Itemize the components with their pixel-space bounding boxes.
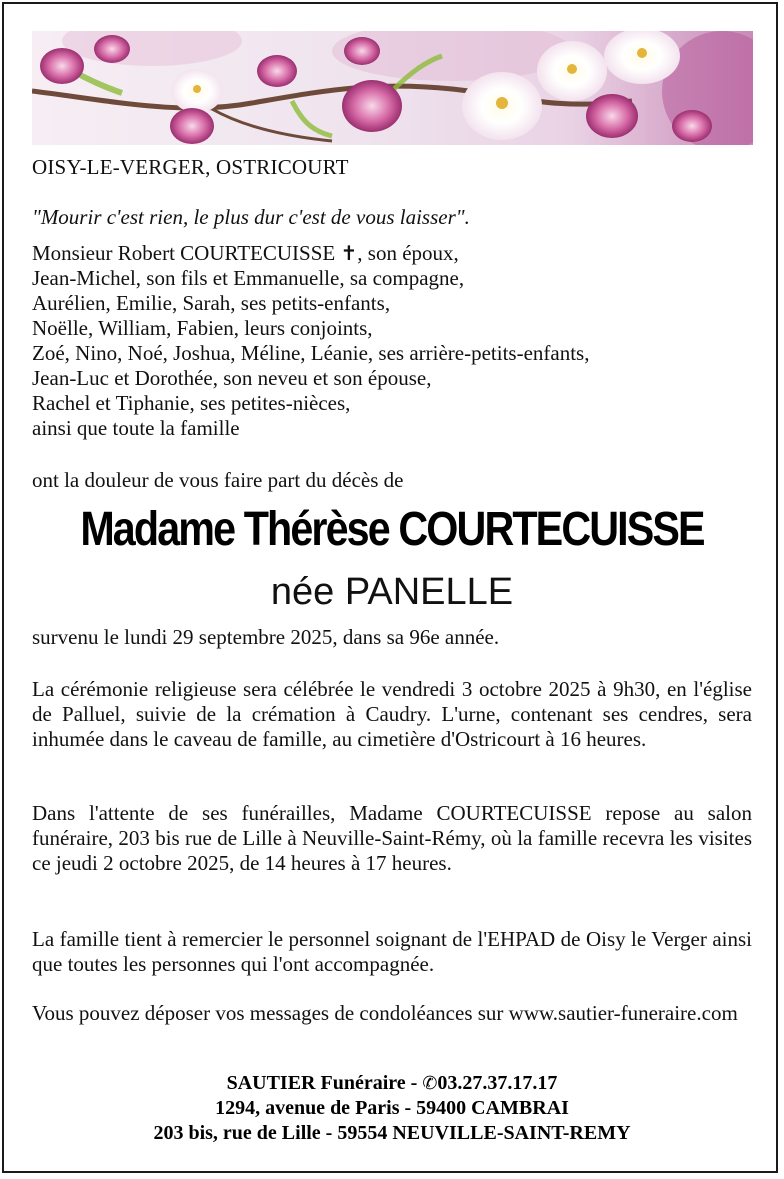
ceremony-paragraph: La cérémonie religieuse sera célébrée le vendredi 3 octobre 2025 à 9h30, en l'église de Palluel, suivie de la crémation à Caudry. L'urne, contenant ses cendres, sera inhumée dans le caveau de famille, au cimetière d'Ostricourt à 16 heures. (32, 677, 752, 751)
phone-number: 03.27.37.17.17 (437, 1072, 558, 1094)
family-list (32, 241, 752, 441)
family-line: Jean-Luc et Dorothée, son neveu et son épouse, (32, 366, 432, 390)
address-line-1: 1294, avenue de Paris - 59400 CAMBRAI (215, 1097, 569, 1119)
cherry-blossom-image (32, 31, 753, 145)
company-name: SAUTIER Funéraire - (226, 1072, 423, 1094)
family-line-spouse (32, 241, 752, 266)
family-line: Aurélien, Emilie, Sarah, ses petits-enfants, (32, 291, 391, 315)
family-line: ainsi que toute la famille (32, 416, 240, 440)
phone-icon: ✆ (422, 1073, 438, 1094)
location-line: OISY-LE-VERGER, OSTRICOURT (32, 155, 349, 179)
cross-icon: ✝ (340, 241, 358, 265)
visitation-paragraph: Dans l'attente de ses funérailles, Madame COURTECUISSE repose au salon funéraire, 203 bis rue de Lille à Neuville-Saint-Rémy, où la famille recevra les visites ce jeudi 2 octobre 2025, de 14 heures à 17 heures. (32, 801, 752, 875)
condolences-paragraph: Vous pouvez déposer vos messages de condoléances sur www.sautier-funeraire.com (32, 1001, 738, 1025)
maiden-name: née PANELLE (270, 571, 514, 613)
spouse-name: Monsieur Robert COURTECUISSE (32, 241, 341, 265)
thanks-paragraph: La famille tient à remercier le personnel soignant de l'EHPAD de Oisy le Verger ainsi que toutes les personnes qui l'ont accompagnée. (32, 927, 752, 976)
deceased-name: Madame Thérèse COURTECUISSE (80, 503, 704, 556)
footer-company-line (0, 1071, 784, 1096)
family-line: Zoé, Nino, Noé, Joshua, Méline, Léanie, ses arrière-petits-enfants, (32, 341, 590, 365)
funeral-home-footer (0, 1071, 784, 1146)
address-line-2: 203 bis, rue de Lille - 59554 NEUVILLE-SAINT-REMY (153, 1122, 631, 1144)
cherry-blossom-banner (32, 31, 753, 145)
death-info: survenu le lundi 29 septembre 2025, dans sa 96e année. (32, 625, 500, 649)
quote: "Mourir c'est rien, le plus dur c'est de vous laisser". (32, 205, 470, 229)
family-line: Jean-Michel, son fils et Emmanuelle, sa compagne, (32, 266, 465, 290)
announcement: ont la douleur de vous faire part du décès de (32, 468, 404, 492)
family-line: Noëlle, William, Fabien, leurs conjoints, (32, 316, 373, 340)
family-line: Rachel et Tiphanie, ses petites-nièces, (32, 391, 351, 415)
spouse-relation: , son époux, (357, 241, 459, 265)
